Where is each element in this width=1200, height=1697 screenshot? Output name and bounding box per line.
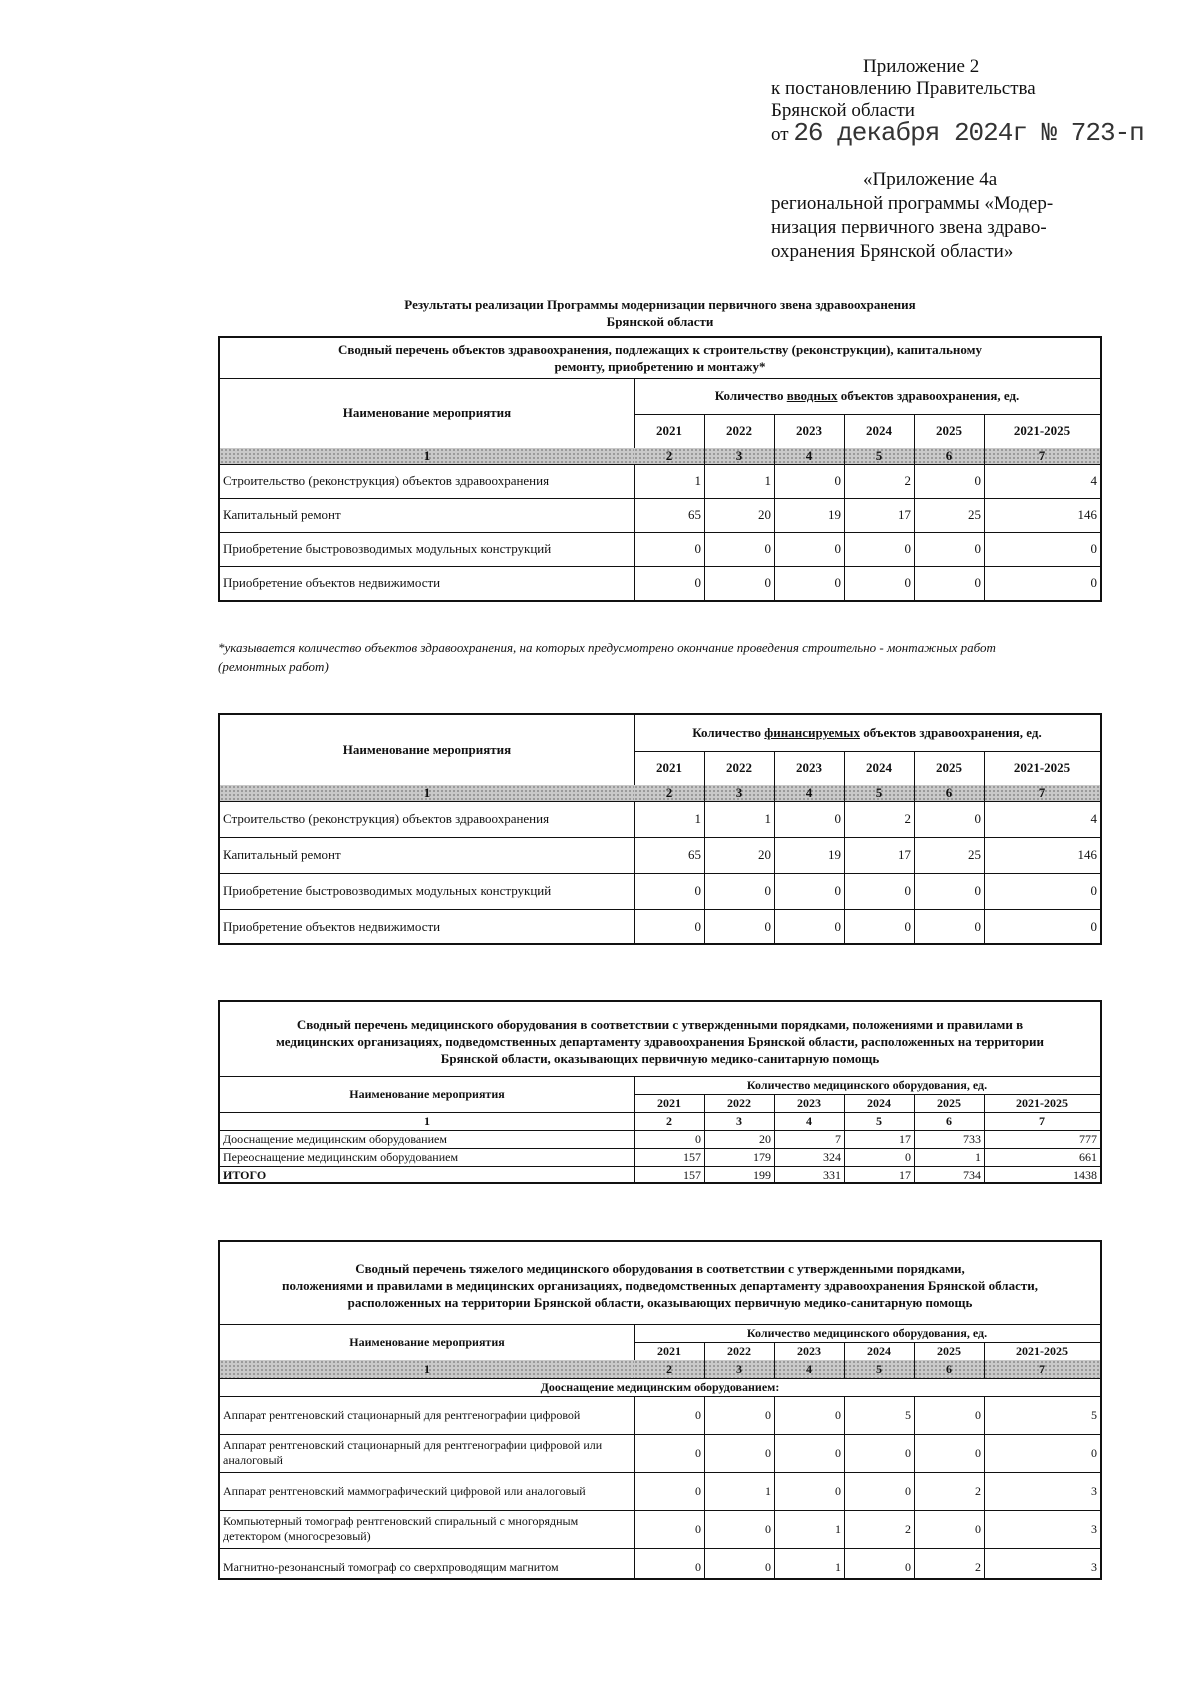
table-row-name: Магнитно-резонансный томограф со сверхпроводящим магнитом: [223, 1559, 559, 1574]
table-cell-value: 1: [765, 1483, 771, 1498]
table-cell-value: 0: [974, 473, 981, 488]
column-number: 1: [424, 1113, 430, 1128]
quantity-suffix: объектов здравоохранения, ед.: [840, 388, 1020, 403]
table-row-name: Приобретение быстровозводимых модульных конструкций: [223, 541, 552, 556]
column-number: 5: [844, 1360, 914, 1378]
table-cell-value: 1: [694, 811, 701, 826]
year-header: 2024: [866, 760, 892, 775]
table-cell-value: 25: [968, 507, 981, 522]
column-number: 5: [876, 1113, 882, 1128]
table-cell-value: 0: [694, 883, 701, 898]
column-number: 7: [1039, 1113, 1045, 1128]
table-caption: [220, 1252, 1100, 1318]
table-caption-line1: Сводный перечень объектов здравоохранения, подлежащих к строительству (реконструкции), капитальному: [338, 342, 982, 357]
table-cell-value: 2: [905, 1521, 911, 1536]
quantity-underlined: финансируемых: [764, 725, 860, 740]
table-cell-value: 1438: [1073, 1167, 1097, 1182]
table-cell-value: 3: [1091, 1521, 1097, 1536]
column-header-name: Наименование мероприятия: [349, 1334, 505, 1349]
date-prefix: от: [771, 124, 789, 145]
year-header: 2021-2025: [1016, 1343, 1068, 1358]
table-cell-value: 199: [753, 1167, 771, 1182]
program-appendix-line2: региональной программы «Модер-: [771, 193, 1054, 214]
column-number: 4: [774, 448, 844, 464]
table-cell-value: 7: [835, 1131, 841, 1146]
table-cell-value: 5: [905, 1407, 911, 1422]
table-row-name: Строительство (реконструкция) объектов здравоохранения: [223, 473, 550, 488]
column-number: 5: [844, 448, 914, 464]
column-number: 7: [984, 785, 1100, 801]
table-row-name: ИТОГО: [223, 1167, 267, 1182]
table-row-name: Капитальный ремонт: [223, 507, 341, 522]
table-cell-value: 733: [963, 1131, 981, 1146]
year-header: 2025: [936, 760, 962, 775]
table-cell-value: 0: [904, 541, 911, 556]
table-cell-value: 1: [835, 1521, 841, 1536]
table-cell-value: 0: [975, 1407, 981, 1422]
region-line: Брянской области: [771, 100, 915, 121]
column-number: 5: [844, 785, 914, 801]
table-cell-value: 0: [974, 575, 981, 590]
table-cell-value: 146: [1077, 847, 1097, 862]
year-header: 2023: [797, 1095, 821, 1110]
table-cell-value: 0: [974, 883, 981, 898]
table-cell-value: 0: [974, 541, 981, 556]
table-caption-line3: Брянской области, оказывающих первичную медико-санитарную помощь: [440, 1050, 880, 1066]
column-header-quantity: Количество медицинского оборудования, ед.: [746, 1325, 988, 1340]
section-header: Дооснащение медицинским оборудованием:: [540, 1379, 780, 1394]
table-caption: [220, 338, 1100, 378]
resolution-header: [771, 56, 1144, 146]
table-caption-line2: ремонту, приобретению и монтажу*: [554, 359, 766, 374]
footnote-line1: *указывается количество объектов здравоохранения, на которых предусмотрено окончание проведения строительно - монтажных работ: [218, 640, 996, 655]
table-cell-value: 0: [904, 883, 911, 898]
table-cell-value: 17: [898, 507, 911, 522]
year-header: 2022: [726, 423, 752, 438]
year-header: 2021: [657, 1095, 681, 1110]
column-number: 2: [634, 1360, 704, 1378]
table-cell-value: 0: [695, 1559, 701, 1574]
table-cell-value: 0: [835, 1445, 841, 1460]
table-row-name: Переоснащение медицинским оборудованием: [223, 1149, 459, 1164]
table-cell-value: 1: [764, 473, 771, 488]
table-cell-value: 25: [968, 847, 981, 862]
column-number: 2: [666, 1113, 672, 1128]
table-cell-value: 0: [764, 883, 771, 898]
table-cell-value: 0: [1090, 541, 1097, 556]
table-cell-value: 17: [899, 1167, 911, 1182]
table-cell-value: 777: [1079, 1131, 1097, 1146]
quantity-suffix: объектов здравоохранения, ед.: [863, 725, 1042, 740]
table-cell-value: 20: [758, 847, 771, 862]
year-header: 2025: [937, 1095, 961, 1110]
table-cell-value: 146: [1077, 507, 1097, 522]
table-cell-value: 0: [694, 919, 701, 934]
quantity-prefix: Количество: [714, 388, 784, 403]
table-cell-value: 0: [905, 1559, 911, 1574]
table-cell-value: 0: [974, 811, 981, 826]
column-header-name: Наименование мероприятия: [349, 1086, 505, 1101]
table-cell-value: 17: [899, 1131, 911, 1146]
table-cell-value: 1: [835, 1559, 841, 1574]
table-row-name: Приобретение объектов недвижимости: [223, 575, 441, 590]
table-cell-value: 157: [683, 1167, 701, 1182]
column-number: 6: [914, 1360, 984, 1378]
table-cell-value: 17: [898, 847, 911, 862]
table-cell-value: 0: [1090, 919, 1097, 934]
table-row-name: Аппарат рентгеновский маммографический цифровой или аналоговый: [223, 1483, 586, 1498]
table-cell-value: 4: [1090, 811, 1097, 826]
column-number: 3: [704, 785, 774, 801]
year-header: 2021-2025: [1016, 1095, 1068, 1110]
column-number: 3: [704, 1360, 774, 1378]
table-cell-value: 20: [758, 507, 771, 522]
table-cell-value: 0: [764, 541, 771, 556]
year-header: 2022: [726, 760, 752, 775]
table-cell-value: 0: [834, 919, 841, 934]
table-cell-value: 1: [764, 811, 771, 826]
table-cell-value: 0: [765, 1445, 771, 1460]
table-medical-equipment: [218, 1000, 1102, 1184]
table-cell-value: 0: [695, 1445, 701, 1460]
table-caption-line1: Сводный перечень медицинского оборудования в соответствии с утвержденными порядками, положениями и правилами в: [296, 1016, 1024, 1032]
column-number: 6: [946, 1113, 952, 1128]
table-cell-value: 65: [688, 507, 701, 522]
year-header: 2021: [657, 1343, 681, 1358]
table-cell-value: 0: [905, 1483, 911, 1498]
column-number: 7: [984, 448, 1100, 464]
resolution-line: к постановлению Правительства: [771, 78, 1036, 99]
table-caption-line2: положениями и правилами в медицинских организациях, подведомственных департаменту здравоохранения Брянской области,: [282, 1277, 1038, 1293]
table-row-name: Аппарат рентгеновский стационарный для рентгенографии цифровой или аналоговый: [223, 1438, 603, 1467]
column-number: 1: [220, 448, 634, 464]
table-cell-value: 0: [695, 1521, 701, 1536]
table-caption: [220, 1010, 1100, 1072]
table-cell-value: 0: [834, 473, 841, 488]
column-number: 2: [634, 448, 704, 464]
table-cell-value: 734: [963, 1167, 981, 1182]
column-number: 2: [634, 785, 704, 801]
year-header: 2023: [796, 423, 822, 438]
table-cell-value: 0: [1090, 883, 1097, 898]
table-cell-value: 0: [834, 575, 841, 590]
year-header: 2024: [866, 423, 892, 438]
table-cell-value: 3: [1091, 1559, 1097, 1574]
column-number: 4: [774, 785, 844, 801]
column-number: 4: [806, 1113, 812, 1128]
table-cell-value: 0: [695, 1483, 701, 1498]
table-caption-line3: расположенных на территории Брянской области, оказывающих первичную медико-санитарную помощь: [347, 1294, 973, 1310]
table-cell-value: 0: [695, 1407, 701, 1422]
program-appendix-line4: охранения Брянской области»: [771, 241, 1014, 262]
column-number: 4: [774, 1360, 844, 1378]
program-appendix-line3: низация первичного звена здраво-: [771, 217, 1047, 238]
table-caption-line2: медицинских организациях, подведомственных департаменту здравоохранения Брянской области, расположенных на территории: [275, 1033, 1045, 1049]
table-cell-value: 5: [1091, 1407, 1097, 1422]
table-cell-value: 19: [828, 847, 841, 862]
year-header: 2022: [727, 1095, 751, 1110]
column-number: 1: [220, 1360, 634, 1378]
column-number: 3: [704, 448, 774, 464]
table-row-name: Капитальный ремонт: [223, 847, 341, 862]
table-cell-value: 0: [905, 1445, 911, 1460]
table-cell-value: 0: [904, 575, 911, 590]
column-number: 7: [984, 1360, 1100, 1378]
footnote: [218, 638, 1118, 676]
table-row-name: Строительство (реконструкция) объектов здравоохранения: [223, 811, 550, 826]
table-cell-value: 331: [823, 1167, 841, 1182]
table-cell-value: 0: [975, 1445, 981, 1460]
table-cell-value: 0: [834, 883, 841, 898]
year-header: 2021: [656, 760, 682, 775]
year-header: 2021-2025: [1013, 760, 1071, 775]
table-commissioned-objects: [218, 336, 1102, 602]
year-header: 2021-2025: [1013, 423, 1071, 438]
document-title-line1: Результаты реализации Программы модернизации первичного звена здравоохранения: [404, 297, 916, 312]
table-cell-value: 157: [683, 1149, 701, 1164]
column-number: 3: [736, 1113, 742, 1128]
table-financed-objects: [218, 713, 1102, 945]
table-row-name: Дооснащение медицинским оборудованием: [223, 1131, 447, 1146]
document-title-line2: Брянской области: [606, 314, 714, 329]
table-heavy-medical-equipment: [218, 1240, 1102, 1580]
table-cell-value: 0: [694, 541, 701, 556]
column-header-name: Наименование мероприятия: [342, 742, 512, 757]
table-row-name: Компьютерный томограф рентгеновский спиральный с многорядным детектором (многосрезовый): [223, 1514, 579, 1543]
quantity-prefix: Количество: [692, 725, 762, 740]
table-cell-value: 0: [905, 1149, 911, 1164]
table-cell-value: 661: [1079, 1149, 1097, 1164]
table-row-name: Приобретение объектов недвижимости: [223, 919, 441, 934]
table-cell-value: 0: [835, 1407, 841, 1422]
year-header: 2022: [727, 1343, 751, 1358]
table-cell-value: 2: [904, 811, 911, 826]
year-header: 2025: [937, 1343, 961, 1358]
table-cell-value: 324: [823, 1149, 841, 1164]
table-cell-value: 3: [1091, 1483, 1097, 1498]
table-cell-value: 4: [1090, 473, 1097, 488]
table-cell-value: 19: [828, 507, 841, 522]
document-title: [260, 296, 1060, 330]
year-header: 2023: [797, 1343, 821, 1358]
year-header: 2025: [936, 423, 962, 438]
table-cell-value: 0: [835, 1483, 841, 1498]
column-header-name: Наименование мероприятия: [342, 405, 512, 420]
table-row-name: Приобретение быстровозводимых модульных конструкций: [223, 883, 552, 898]
year-header: 2021: [656, 423, 682, 438]
table-cell-value: 2: [975, 1559, 981, 1574]
table-cell-value: 0: [974, 919, 981, 934]
appendix-number: Приложение 2: [863, 56, 980, 77]
year-header: 2024: [867, 1343, 891, 1358]
table-cell-value: 0: [694, 575, 701, 590]
column-number: 1: [220, 785, 634, 801]
program-appendix-line1: «Приложение 4а: [863, 169, 998, 190]
table-cell-value: 0: [765, 1521, 771, 1536]
table-cell-value: 0: [834, 811, 841, 826]
column-number: 6: [914, 785, 984, 801]
program-appendix-header: [771, 168, 1053, 264]
table-cell-value: 1: [975, 1149, 981, 1164]
table-row-name: Аппарат рентгеновский стационарный для рентгенографии цифровой: [223, 1407, 581, 1422]
year-header: 2023: [796, 760, 822, 775]
date-number-line: [771, 118, 1144, 148]
table-cell-value: 0: [1091, 1445, 1097, 1460]
table-caption-line1: Сводный перечень тяжелого медицинского оборудования в соответствии с утвержденными порядками,: [355, 1260, 965, 1276]
footnote-line2: (ремонтных работ): [218, 659, 329, 674]
date-number-stamp: 26 декабря 2024г № 723-п: [793, 118, 1144, 148]
table-cell-value: 0: [765, 1559, 771, 1574]
column-header-quantity: Количество медицинского оборудования, ед.: [746, 1077, 988, 1092]
table-cell-value: 2: [975, 1483, 981, 1498]
table-cell-value: 0: [765, 1407, 771, 1422]
table-cell-value: 0: [1090, 575, 1097, 590]
table-cell-value: 0: [834, 541, 841, 556]
table-cell-value: 1: [694, 473, 701, 488]
table-cell-value: 0: [975, 1521, 981, 1536]
column-number: 6: [914, 448, 984, 464]
table-cell-value: 179: [753, 1149, 771, 1164]
table-cell-value: 0: [695, 1131, 701, 1146]
column-header-quantity: [634, 378, 1100, 414]
table-cell-value: 0: [764, 575, 771, 590]
table-cell-value: 20: [759, 1131, 771, 1146]
column-header-quantity: [634, 715, 1100, 751]
table-cell-value: 0: [904, 919, 911, 934]
year-header: 2024: [867, 1095, 891, 1110]
table-cell-value: 0: [764, 919, 771, 934]
table-cell-value: 65: [688, 847, 701, 862]
table-cell-value: 2: [904, 473, 911, 488]
quantity-underlined: вводных: [786, 388, 838, 403]
